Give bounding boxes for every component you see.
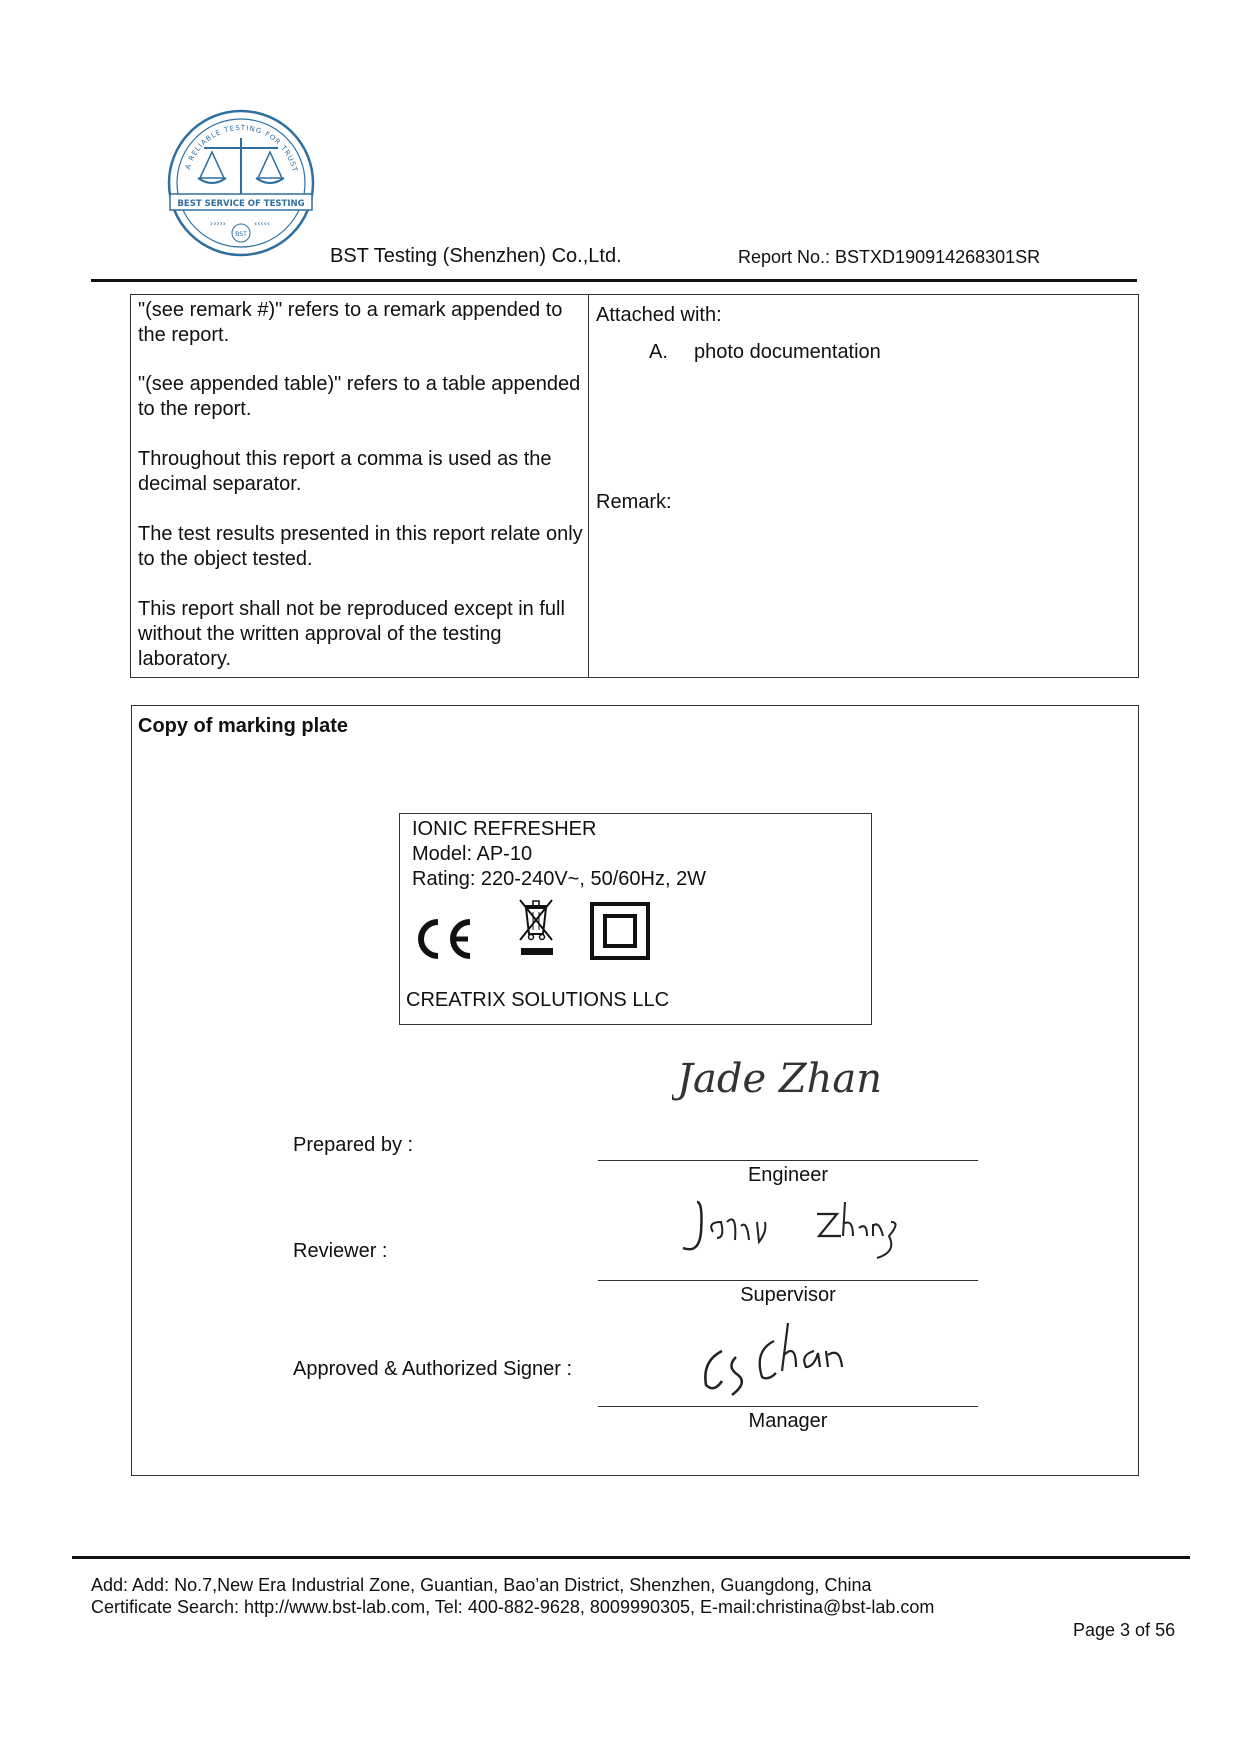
reviewer-label: Reviewer : xyxy=(293,1240,388,1262)
page-number: Page 3 of 56 xyxy=(1073,1620,1176,1640)
info-table xyxy=(130,294,1139,678)
authorized-signer-label: Approved & Authorized Signer : xyxy=(293,1358,573,1380)
marking-title: Copy of marking plate xyxy=(138,715,349,737)
company-name: BST Testing (Shenzhen) Co.,Ltd. xyxy=(330,245,622,267)
footer-divider xyxy=(72,1556,1190,1559)
footer-address: Add: Add: No.7,New Era Industrial Zone, Guantian, Bao’an District, Shenzhen, Guangdong, China xyxy=(91,1575,872,1595)
signature-cs-chan xyxy=(692,1311,892,1406)
svg-text:‹‹‹‹‹: ‹‹‹‹‹ xyxy=(254,219,270,228)
plate-model: Model: AP-10 xyxy=(412,843,533,865)
plate-product-name: IONIC REFRESHER xyxy=(412,818,597,840)
signature-jade-zhan xyxy=(672,1048,902,1113)
note-decimal-separator: Throughout this report a comma is used as the decimal separator. xyxy=(138,448,552,495)
marking-section xyxy=(131,705,1139,1476)
scales-seal-icon xyxy=(166,108,316,258)
marking-plate xyxy=(399,813,872,1025)
plate-rating: Rating: 220-240V~, 50/60Hz, 2W xyxy=(412,868,707,890)
attached-item-letter: A. xyxy=(649,341,668,363)
note-reproduction: This report shall not be reproduced except in full without the written approval of the testing laboratory. xyxy=(138,598,565,670)
attached-item-text: photo documentation xyxy=(694,341,881,363)
role-engineer: Engineer xyxy=(747,1164,829,1186)
svg-text:Jade Zhan: Jade Zhan xyxy=(677,1056,883,1102)
logo-band-text: BEST SERVICE OF TESTING xyxy=(177,199,305,209)
role-supervisor: Supervisor xyxy=(740,1284,836,1306)
signature-jacky-zhang xyxy=(677,1192,907,1277)
remark-label: Remark: xyxy=(596,491,672,513)
note-remark-ref: "(see remark #)" refers to a remark appended to the report. xyxy=(138,299,563,346)
logo-arc-text: A RELIABLE TESTING FOR TRUST xyxy=(183,123,299,174)
logo-bottom-text: BST xyxy=(235,231,247,238)
double-insulation-icon xyxy=(590,902,650,960)
note-appended-table: "(see appended table)" refers to a table appended to the report. xyxy=(138,373,581,420)
role-manager: Manager xyxy=(748,1410,828,1432)
prepared-by-label: Prepared by : xyxy=(293,1134,414,1156)
ce-mark-icon xyxy=(410,916,476,962)
weee-crossed-bin-icon xyxy=(515,896,559,962)
signature-line-manager xyxy=(598,1406,978,1407)
attached-label: Attached with: xyxy=(596,304,722,326)
note-results-scope: The test results presented in this report relate only to the object tested. xyxy=(138,523,583,570)
svg-text:›››››: ››››› xyxy=(210,219,226,228)
plate-manufacturer: CREATRIX SOLUTIONS LLC xyxy=(406,989,670,1011)
report-number: Report No.: BSTXD190914268301SR xyxy=(738,247,1041,267)
header-divider xyxy=(91,279,1137,282)
footer-certificate-search: Certificate Search: http://www.bst-lab.com, Tel: 400-882-9628, 8009990305, E-mail:christina@bst-lab.com xyxy=(91,1597,935,1617)
bst-logo-seal xyxy=(166,108,316,258)
signature-line-engineer xyxy=(598,1160,978,1161)
table-column-divider xyxy=(588,295,589,677)
signature-line-supervisor xyxy=(598,1280,978,1281)
